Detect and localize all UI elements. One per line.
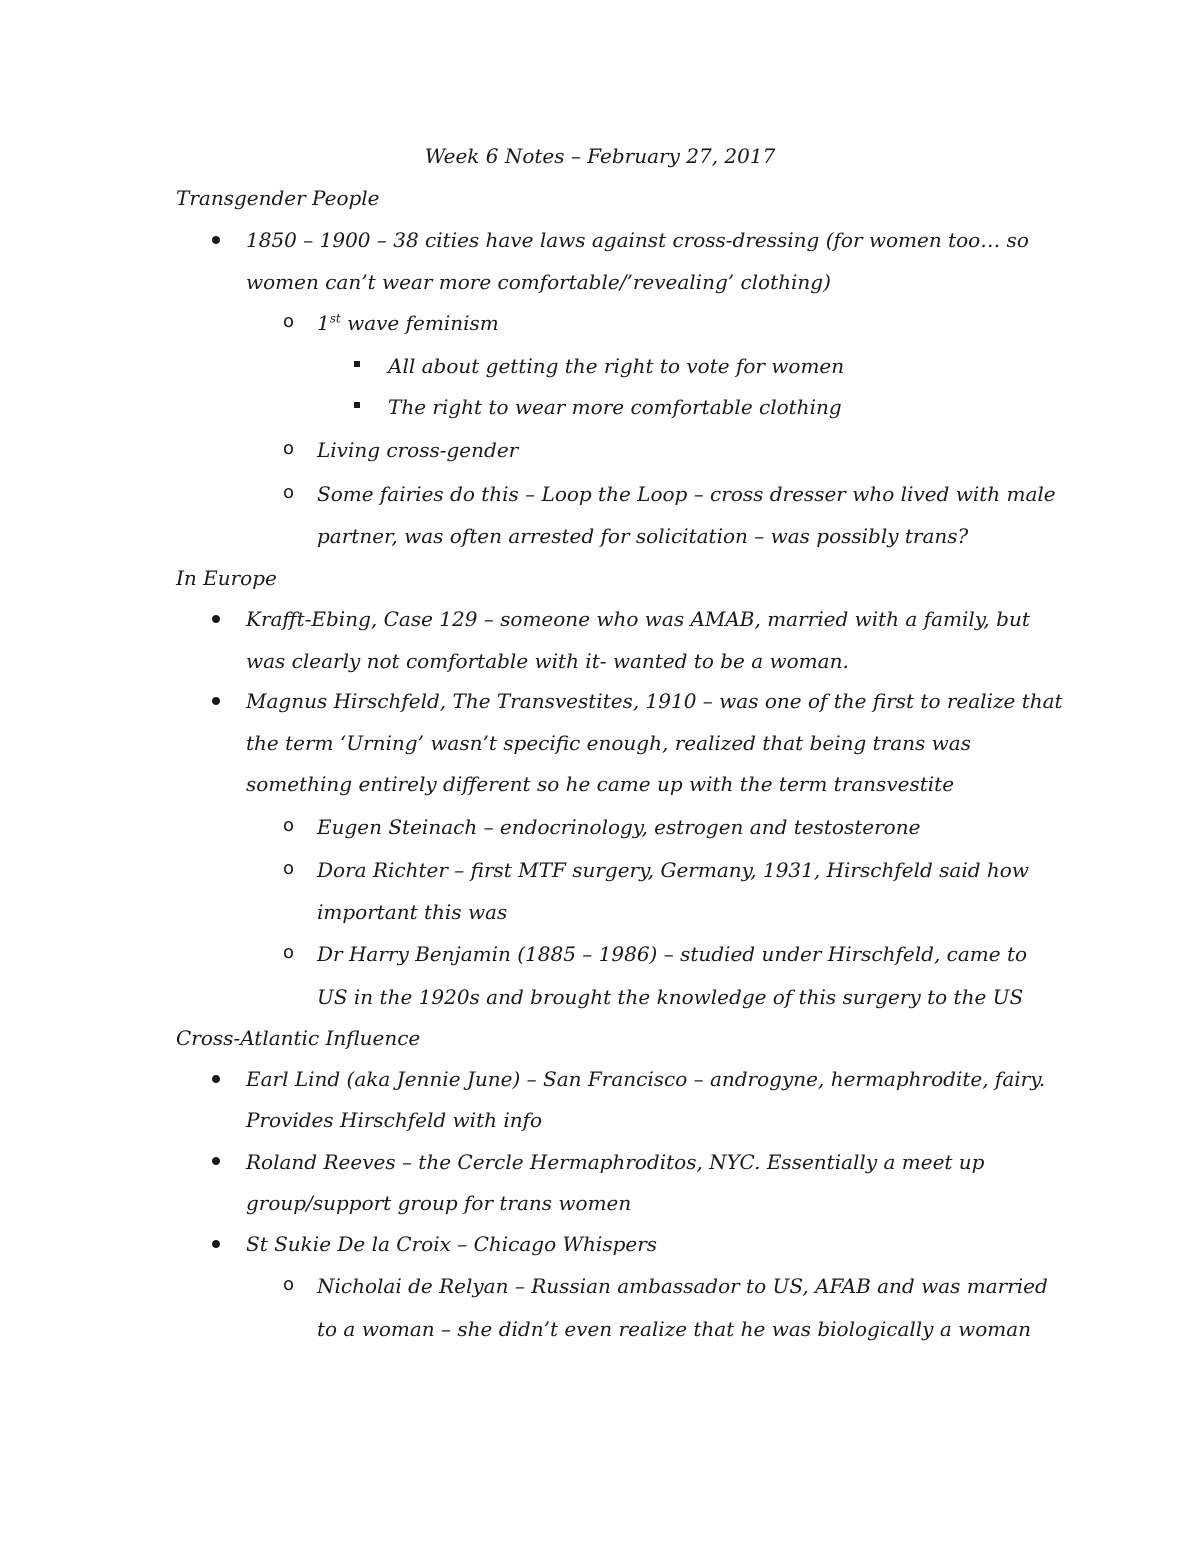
bullet-disc — [212, 236, 220, 244]
list-item-text: Provides Hirschfeld with info — [246, 1108, 543, 1132]
list-item-text: Dora Richter – first MTF surgery, Germany, 1931, Hirschfeld said how — [317, 858, 1029, 882]
list-item-text: Some fairies do this – Loop the Loop – cross dresser who lived with male — [317, 482, 1056, 506]
bullet-hollow: o — [283, 1274, 295, 1295]
list-item-text: women can’t wear more comfortable/’revealing’ clothing) — [246, 270, 831, 294]
list-item-text: the term ‘Urning’ wasn’t specific enough, realized that being trans was — [246, 731, 971, 755]
list-item-text: 1850 – 1900 – 38 cities have laws against cross-dressing (for women too… so — [246, 228, 1029, 252]
list-item-text: partner, was often arrested for solicitation – was possibly trans? — [317, 524, 969, 548]
list-item-text: The right to wear more comfortable clothing — [388, 395, 842, 419]
bullet-disc — [212, 1075, 220, 1083]
list-item-text: was clearly not comfortable with it- wanted to be a woman. — [246, 649, 849, 673]
list-item-text: All about getting the right to vote for women — [388, 354, 845, 378]
bullet-hollow: o — [283, 438, 295, 459]
section-heading-transgender-people: Transgender People — [176, 186, 380, 210]
list-item-text: important this was — [317, 900, 508, 924]
bullet-hollow: o — [283, 311, 295, 332]
list-item-text: Living cross-gender — [317, 438, 519, 462]
page-title: Week 6 Notes – February 27, 2017 — [424, 144, 776, 168]
list-item-text: to a woman – she didn’t even realize that he was biologically a woman — [317, 1317, 1032, 1341]
list-item-text: group/support group for trans women — [246, 1191, 632, 1215]
bullet-disc — [212, 1157, 220, 1165]
list-item-text: Nicholai de Relyan – Russian ambassador to US, AFAB and was married — [317, 1274, 1048, 1298]
list-item-text: Magnus Hirschfeld, The Transvestites, 1910 – was one of the first to realize that — [246, 689, 1063, 713]
bullet-hollow: o — [283, 858, 295, 879]
bullet-disc — [212, 615, 220, 623]
list-item-text: Krafft-Ebing, Case 129 – someone who was AMAB, married with a family, but — [246, 607, 1030, 631]
list-item-text: US in the 1920s and brought the knowledge of this surgery to the US — [317, 985, 1024, 1009]
bullet-square — [354, 402, 360, 408]
list-item-text: Earl Lind (aka Jennie June) – San Francisco – androgyne, hermaphrodite, fairy. — [246, 1067, 1046, 1091]
bullet-hollow: o — [283, 482, 295, 503]
bullet-disc — [212, 1240, 220, 1248]
list-item-text: Dr Harry Benjamin (1885 – 1986) – studied under Hirschfeld, came to — [317, 942, 1028, 966]
list-item-text: something entirely different so he came up with the term transvestite — [246, 772, 955, 796]
section-heading-cross-atlantic-influence: Cross-Atlantic Influence — [176, 1026, 421, 1050]
section-heading-in-europe: In Europe — [176, 566, 277, 590]
list-item-text: Roland Reeves – the Cercle Hermaphroditos, NYC. Essentially a meet up — [246, 1150, 985, 1174]
list-item-text: 1st wave feminism — [317, 311, 499, 335]
bullet-hollow: o — [283, 942, 295, 963]
list-item-text: Eugen Steinach – endocrinology, estrogen and testosterone — [317, 815, 921, 839]
bullet-square — [354, 361, 360, 367]
bullet-disc — [212, 697, 220, 705]
bullet-hollow: o — [283, 815, 295, 836]
list-item-text: St Sukie De la Croix – Chicago Whispers — [246, 1232, 658, 1256]
